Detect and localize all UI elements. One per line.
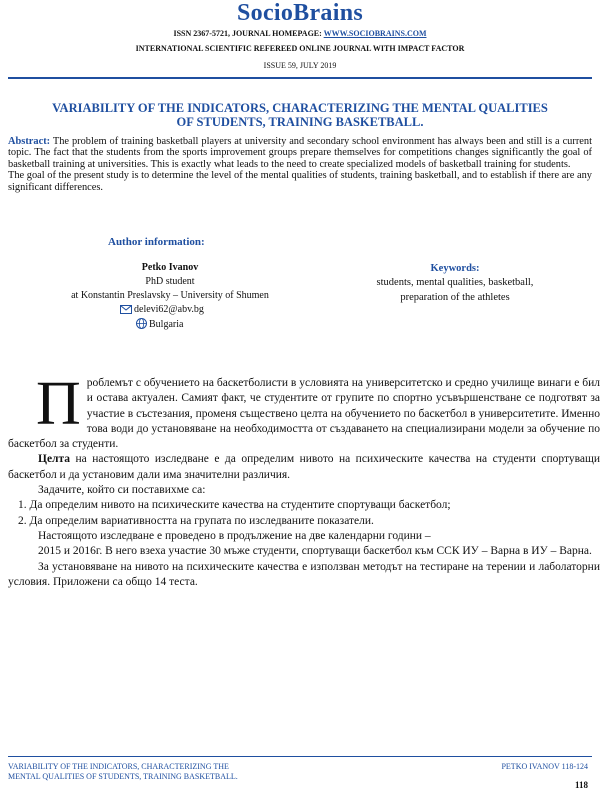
- keywords-heading: Keywords:: [430, 263, 480, 274]
- homepage-link[interactable]: WWW.SOCIOBRAINS.COM: [323, 29, 427, 38]
- author-position: PhD student: [145, 276, 195, 287]
- author-country: Bulgaria: [149, 319, 184, 330]
- drop-cap: П: [36, 370, 81, 438]
- keywords-line-2: preparation of the athletes: [400, 291, 510, 303]
- footer-running-title: [8, 762, 238, 781]
- abstract: [8, 136, 592, 193]
- author-heading: Author information:: [108, 236, 205, 248]
- footer-title-line-2: MENTAL QUALITIES OF STUDENTS, TRAINING BASKETBALL.: [8, 771, 238, 781]
- author-email[interactable]: delevi62@abv.bg: [134, 304, 204, 315]
- issue-label: ISSUE 59, JULY 2019: [263, 61, 337, 70]
- author-name: Petko Ivanov: [141, 262, 199, 273]
- header-divider: [8, 77, 592, 79]
- body-paragraph: [8, 370, 600, 452]
- abstract-text-2: The goal of the present study is to determine the level of the mental qualities of students, training basketball, and to establish if there are any significant differences.: [8, 170, 592, 193]
- title-line-2: OF STUDENTS, TRAINING BASKETBALL.: [176, 115, 424, 129]
- body-text-1: роблемът с обучението на баскетболисти в условията на университетско и средно училище винаги е бил и остава актуален. Самият факт, че студентите от групите по спортно усъвършенстване се подготвят за участие в състезания, променя съществено целта на обучението по баскетбол в университетите. Именно това води до установяване на необходимостта от създаването на специализирани модели за обучение по баскетбол за студенти.: [8, 377, 600, 451]
- author-email-row: [120, 304, 204, 317]
- abstract-text-1: The problem of training basketball players at university and secondary school environment has always been and still is a current topic. The fact that the students from the sports improvement groups prepare themselves for competitions changes significantly the goal of basketball training at universities. This is exactly what leads to the need to create specialized models of basketball training for students.: [8, 136, 592, 170]
- body-paragraph: [8, 452, 600, 483]
- issn-line: [0, 29, 600, 38]
- list-item: 2. Да определим вариативността на групата по изследваните показатели.: [18, 514, 374, 527]
- list-item: 1. Да определим нивото на психическите качества на студентите спортуващи баскетбол;: [18, 499, 451, 512]
- body-text-6: За установяване на нивото на психическите качества е използван методът на тестиране на терении и лаболаторни условия. Приложени са общо 14 теста.: [8, 560, 600, 588]
- envelope-icon: [120, 305, 132, 317]
- keywords-text: [350, 276, 560, 305]
- author-country-row: [136, 318, 183, 332]
- body-text-2: на настоящото изследване е да определим нивото на психическите качества на студенти спортуващи баскетбол и да установим дали има значителни различия.: [8, 453, 600, 481]
- journal-logo: SocioBrains: [237, 0, 363, 26]
- page-number: 118: [574, 780, 588, 790]
- footer-author-pages: PETKO IVANOV 118-124: [501, 762, 588, 771]
- footer-divider: [8, 756, 592, 757]
- body-text-3: Задачите, който си поставихме са:: [38, 484, 206, 497]
- article-title: [40, 101, 560, 129]
- body-text-4: Настоящото изследване е проведено в продължение на две календарни години –: [38, 529, 431, 542]
- issn-text: ISSN 2367-5721, JOURNAL HOMEPAGE:: [173, 29, 324, 38]
- body-text-5: 2015 и 2016г. В него взеха участие 30 мъже студенти, спортуващи баскетбол към ССК ИУ – Варна в ИУ – Варна.: [38, 545, 592, 558]
- article-body: [8, 370, 600, 590]
- globe-icon: [136, 318, 147, 332]
- footer-title-line-1: VARIABILITY OF THE INDICATORS, CHARACTERIZING THE: [8, 762, 229, 771]
- title-line-1: VARIABILITY OF THE INDICATORS, CHARACTERIZING THE MENTAL QUALITIES: [52, 101, 548, 115]
- abstract-label: Abstract:: [8, 136, 51, 147]
- goal-label: Целта: [38, 453, 71, 466]
- keywords-line-1: students, mental qualities, basketball,: [376, 277, 534, 288]
- author-affiliation: at Konstantin Preslavsky – University of Shumen: [71, 290, 269, 301]
- journal-subtitle: INTERNATIONAL SCIENTIFIC REFEREED ONLINE JOURNAL WITH IMPACT FACTOR: [135, 44, 465, 53]
